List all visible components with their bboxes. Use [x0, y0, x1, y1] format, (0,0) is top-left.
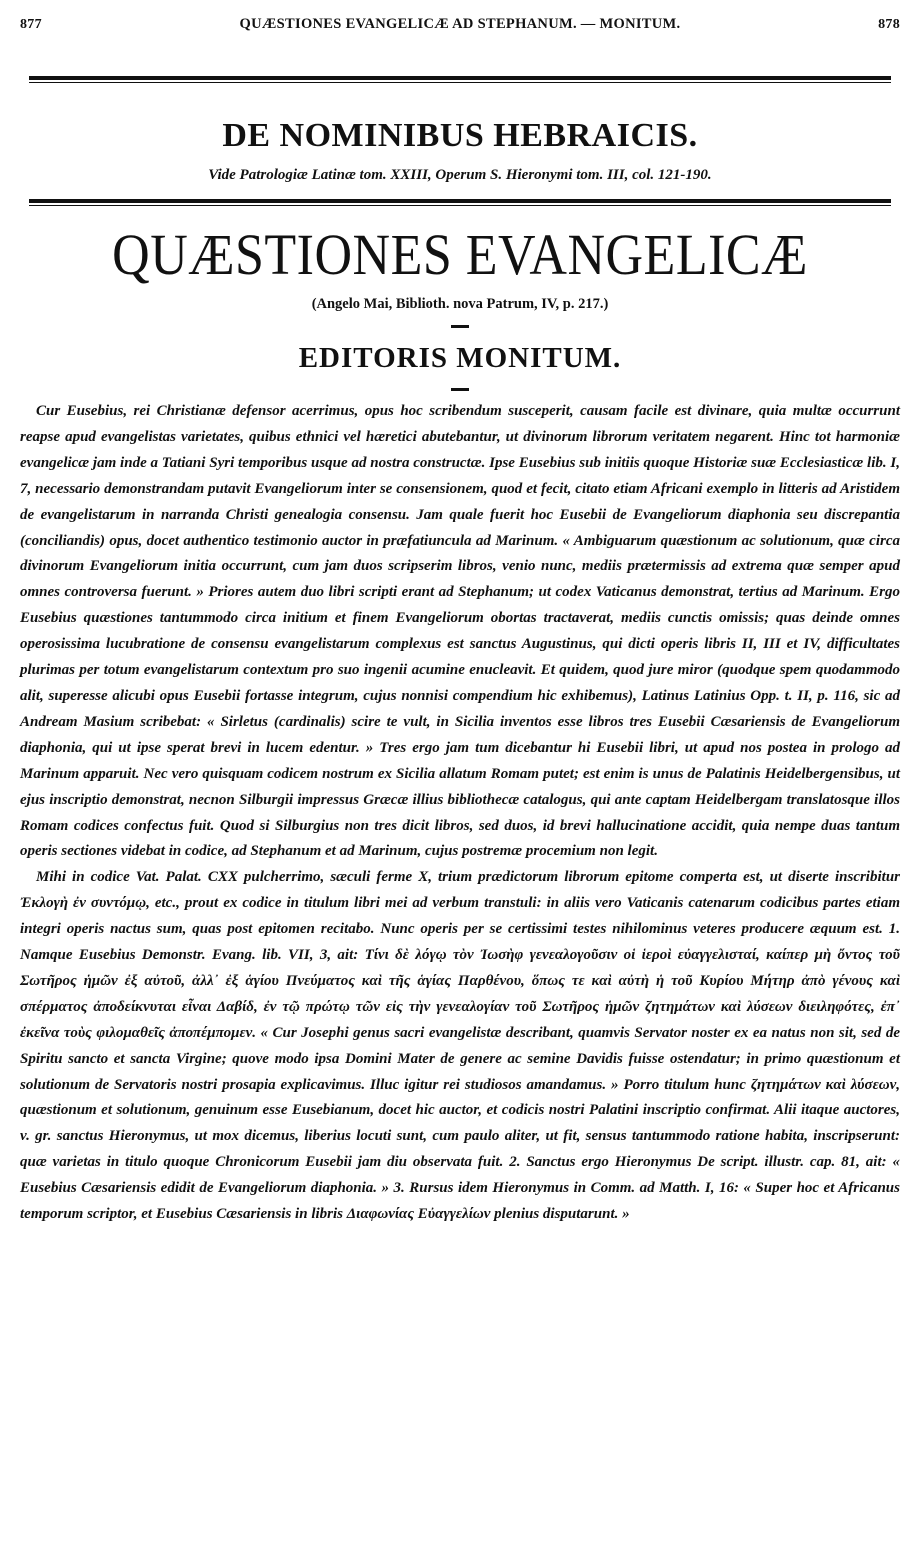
- right-page-number: 878: [878, 17, 900, 32]
- page: [20, 16, 900, 1228]
- work-title: QUÆSTIONES EVANGELICÆ: [112, 223, 808, 288]
- divider-dash: [451, 325, 469, 328]
- middle-rule: [29, 199, 891, 206]
- running-head-title: QUÆSTIONES EVANGELICÆ AD STEPHANUM. — MONITUM.: [239, 16, 681, 32]
- section-reference: Vide Patrologiæ Latinæ tom. XXIII, Operum S. Hieronymi tom. III, col. 121-190.: [208, 167, 712, 183]
- paragraph: Mihi in codice Vat. Palat. CXX pulcherrimo, sæculi ferme X, trium prædictorum librorum epitome comperta est, ut diserte inscribitur Ἐκλογὴ ἐν συντόμῳ, etc., prout ex codice in titulum libri mei ad verbum transtuli: in aliis vero Vaticanis catenarum codicibus partes etiam integri operis nactus sum, quas post epitomen recitabo. Nunc operis per se certissimi testes nihilominus veteres producere æquum est. 1. Namque Eusebius Demonstr. Evang. lib. VII, 3, ait: Τίνι δὲ λόγῳ τὸν Ἰωσὴφ γενεαλογοῦσιν οἱ ἱεροὶ εὐαγγελισταί, καίπερ μὴ ὄντος τοῦ Σωτῆρος ἡμῶν ἐξ αὐτοῦ, ἀλλ᾽ ἐξ ἁγίου Πνεύματος καὶ τῆς ἁγίας Παρθένου, ὅπως τε καὶ αὐτὴ ἡ τοῦ Κυρίου Μήτηρ ἀπὸ γένους καὶ σπέρματος ἀποδείκνυται εἶναι Δαβίδ, ἐν τῷ πρώτῳ τῶν εἰς τὴν γενεαλογίαν τοῦ Σωτῆρος ἡμῶν ζητημάτων καὶ λύσεων διειληφότες, ἐπ᾽ ἐκεῖνα τοὺς φιλομαθεῖς ἀποπέμπομεν. « Cur Josephi genus sacri evangelistæ describant, quamvis Servator noster ex ea natus non sit, sed de Spiritu sancto et sancta Virgine; quove modo ipsa Domini Mater de genere ac semine Davidis fuisse ostendatur; in primo quæstionum et solutionum de Servatoris nostri prosapia explicavimus. Illuc igitur rei studiosos amandamus. » Porro titulum hunc ζητημάτων καὶ λύσεων, quæstionum et solutionum, genuinum esse Eusebianum, docet hic auctor, et codicis nostri Palatini inscriptio confirmat. Alii itaque auctores, v. gr. sanctus Hieronymus, ut mox dicemus, liberius locuti sunt, cum paulo aliter, ut fit, sensus tantummodo ratione habita, inscripserunt: quæ varietas in titulo quoque Chronicorum Eusebii jam diu observata fuit. 2. Sanctus ergo Hieronymus De script. illustr. cap. 81, ait: « Eusebius Cæsariensis edidit de Evangeliorum diaphonia. » 3. Rursus idem Hieronymus in Comm. ad Matth. I, 16: « Super hoc et Africanus temporum scriptor, et Eusebius Cæsariensis in libris Διαφωνίας Εὐαγγελίων plenius disputarunt. »: [20, 869, 900, 1223]
- left-page-number: 877: [20, 17, 42, 32]
- body-text: [20, 399, 900, 1228]
- work-source: (Angelo Mai, Biblioth. nova Patrum, IV, p. 217.): [311, 296, 609, 312]
- top-rule: [29, 76, 891, 83]
- monitum-title: EDITORIS MONITUM.: [298, 342, 622, 374]
- divider-dash: [451, 388, 469, 391]
- section-title: DE NOMINIBUS HEBRAICIS.: [222, 117, 698, 154]
- running-head: [20, 16, 900, 38]
- paragraph: Cur Eusebius, rei Christianæ defensor acerrimus, opus hoc scribendum susceperit, causam facile est divinare, quia multæ occurrunt reapse apud evangelistas varietates, quibus ethnici vel hæretici abutebantur, ut divinorum librorum veritatem negarent. Hinc tot harmoniæ evangelicæ jam inde a Tatiani Syri temporibus usque ad nostra constructæ. Ipse Eusebius sub initiis quoque Historiæ suæ Ecclesiasticæ lib. I, 7, necessario demonstrandam putavit Evangeliorum inter se consensionem, quod et fecit, citato etiam Africani exemplo in litteris ad Aristidem de evangelistarum in narranda Christi genealogia consensu. Jam quale fuerit hoc Eusebii de Evangeliorum diaphonia seu discrepantia (conciliandis) opus, docet authentico testimonio auctor in præfatiuncula ad Marinum. « Ambiguarum quæstionum ac solutionum, quæ circa divinorum Evangeliorum initia occurrunt, cum jam duos scripserim libros, venio nunc, mediis prætermissis ad extrema quæ semper apud omnes controversa fuerunt. » Priores autem duo libri scripti erant ad Stephanum; ut codex Vaticanus demonstrat, tertius ad Marinum. Ergo Eusebius quæstiones tantummodo circa initium et finem Evangeliorum obortas tractaverat, mediis cunctis omissis; quas deinde omnes operosissima lucubratione de consensu evangelistarum complexus est sanctus Augustinus, qui dicti operis libris II, III et IV, difficultates plurimas per totum evangelistarum contextum pro suo ingenii acumine enucleavit. Et quidem, quod jure miror (quodque spem quodammodo alit, superesse alicubi opus Eusebii fortasse integrum, cujus nonnisi compendium hic exhibemus), Latinus Latinius Opp. t. II, p. 116, sic ad Andream Masium scribebat: « Sirletus (cardinalis) scire te vult, in Sicilia inventos esse libros tres Eusebii Cæsariensis de Evangeliorum diaphonia, qui ut ipse sperat brevi in lucem edentur. » Tres ergo jam tum dicebantur hi Eusebii libri, ut apud nos postea in prologo ad Marinum apparuit. Nec vero quisquam codicem nostrum ex Sicilia allatum Romam putet; est enim is unus de Palatinis Heidelbergensibus, ut ejus inscriptio demonstrat, necnon Silburgii impressus Græcæ illius bibliothecæ catalogus, qui ante captam Heidelbergam translatosque illos Romam codices confectus fuit. Quod si Silburgius non tres dicit libros, sed duos, id brevi hallucinatione accidit, quia nempe duas tantum operis sectiones videbat in codice, ad Stephanum et ad Marinum, cujus postremæ procemium non legit.: [20, 403, 900, 860]
